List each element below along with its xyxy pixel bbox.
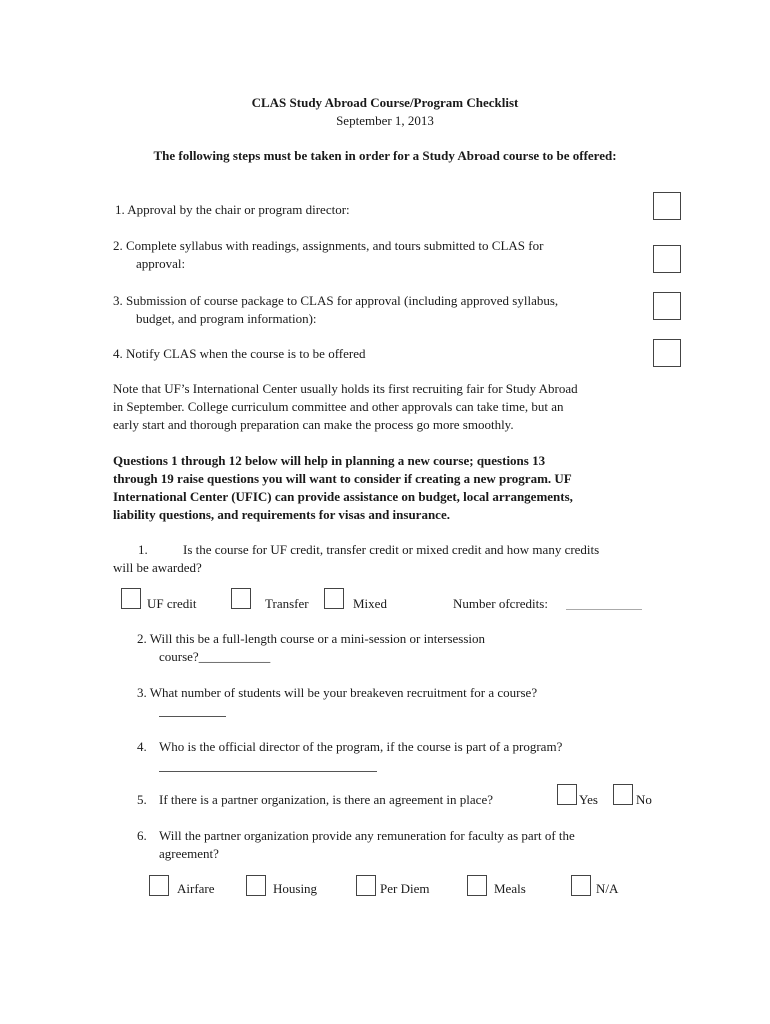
guidance-line-3: International Center (UFIC) can provide assistance on budget, local arrangements, [113,489,573,504]
page-date: September 1, 2013 [336,113,434,128]
na-label: N/A [596,881,619,896]
step-3-text: 3. Submission of course package to CLAS for approval (including approved syllabus, [113,293,559,308]
guidance-line-1: Questions 1 through 12 below will help in planning a new course; questions 13 [113,453,546,468]
housing-checkbox[interactable] [246,875,266,896]
airfare-label: Airfare [177,881,215,896]
q5-number: 5. [137,792,147,807]
per-diem-checkbox[interactable] [356,875,376,896]
yes-checkbox[interactable] [557,784,577,805]
guidance-line-2: through 19 raise questions you will want to consider if creating a new program. UF [113,471,572,486]
step-1-text: 1. Approval by the chair or program director: [115,202,350,217]
step-3-checkbox[interactable] [653,292,681,320]
q6-number: 6. [137,828,147,843]
step-2-text: 2. Complete syllabus with readings, assignments, and tours submitted to CLAS for [113,238,544,253]
q5-text: If there is a partner organization, is there an agreement in place? [159,792,493,807]
note-line-2: in September. College curriculum committee and other approvals can take time, but an [113,399,564,414]
na-checkbox[interactable] [571,875,591,896]
credits-field[interactable] [566,609,642,610]
q1-text: Is the course for UF credit, transfer credit or mixed credit and how many credits [183,542,600,557]
no-checkbox[interactable] [613,784,633,805]
note-line-3: early start and thorough preparation can make the process go more smoothly. [113,417,514,432]
transfer-checkbox[interactable] [231,588,251,609]
intro-heading: The following steps must be taken in order for a Study Abroad course to be offered: [153,148,617,163]
uf-credit-checkbox[interactable] [121,588,141,609]
uf-credit-label: UF credit [147,596,197,611]
q4-number: 4. [137,739,147,754]
credits-label: Number ofcredits: [453,596,548,611]
guidance-line-4: liability questions, and requirements for visas and insurance. [113,507,450,522]
q3-text: 3. What number of students will be your breakeven recruitment for a course? [137,685,538,700]
q3-answer-field[interactable] [159,716,226,717]
step-2-checkbox[interactable] [653,245,681,273]
mixed-checkbox[interactable] [324,588,344,609]
page-title: CLAS Study Abroad Course/Program Checklist [251,95,519,110]
yes-label: Yes [579,792,598,807]
step-2-text-cont: approval: [136,256,186,271]
airfare-checkbox[interactable] [149,875,169,896]
meals-checkbox[interactable] [467,875,487,896]
q1-text-cont: will be awarded? [113,560,202,575]
q4-answer-field[interactable] [159,771,377,772]
step-1-checkbox[interactable] [653,192,681,220]
note-line-1: Note that UF’s International Center usually holds its first recruiting fair for Study Abroad [113,381,578,396]
housing-label: Housing [273,881,318,896]
per-diem-label: Per Diem [380,881,430,896]
step-3-text-cont: budget, and program information): [136,311,317,326]
q1-number: 1. [138,542,148,557]
no-label: No [636,792,652,807]
step-4-checkbox[interactable] [653,339,681,367]
transfer-label: Transfer [265,596,309,611]
q4-text: Who is the official director of the program, if the course is part of a program? [159,739,563,754]
q6-text-cont: agreement? [159,846,219,861]
q2-text: 2. Will this be a full-length course or a mini-session or intersession [137,631,486,646]
q2-text-cont: course?___________ [159,649,271,664]
q6-text: Will the partner organization provide any remuneration for faculty as part of the [159,828,575,843]
mixed-label: Mixed [353,596,387,611]
meals-label: Meals [494,881,526,896]
step-4-text: 4. Notify CLAS when the course is to be offered [113,346,366,361]
